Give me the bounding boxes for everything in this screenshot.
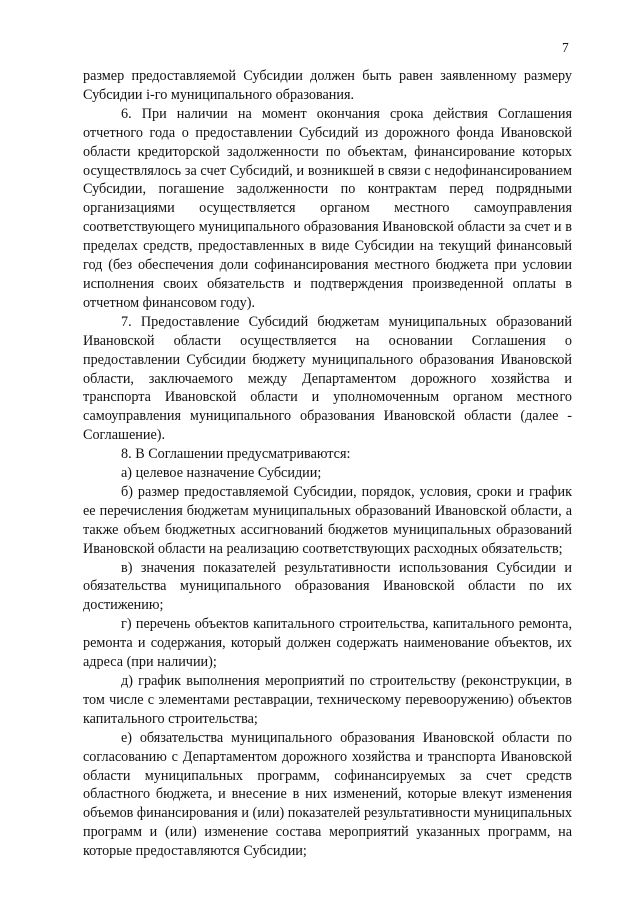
paragraph-item-6: 6. При наличии на момент окончания срока действия Соглашения отчетного года о предоставлении Субсидий из дорожного фонда Ивановской области кредиторской задолженности по объектам, финансирование которых осуществлялось за счет Субсидий, и возникшей в связи с недофинансированием Субсидии, погашение задолженности по контрактам перед подрядными организациями осуществляется органом местного самоуправления соответствующего муниципального образования Ивановской области за счет и в пределах средств, предоставленных в виде Субсидии на текущий финансовый год (без обеспечения доли софинансирования местного бюджета при условии исполнения своих обязательств и подтверждения произведенной оплаты в отчетном финансовом году). (83, 105, 572, 311)
paragraph-continuation: размер предоставляемой Субсидии должен быть равен заявленному размеру Субсидии i-го муниципального образования. (83, 68, 572, 103)
document-body (83, 67, 572, 861)
list-item-v: в) значения показателей результативности использования Субсидии и обязательства муниципального образования Ивановской области по их достижению; (83, 559, 572, 614)
paragraph-item-8: 8. В Соглашении предусматриваются: (121, 446, 351, 463)
paragraph-item-7: 7. Предоставление Субсидий бюджетам муниципальных образований Ивановской области осуществляется на основании Соглашения о предоставлении Субсидии бюджету муниципального образования Ивановской области, заключаемого между Департаментом дорожного хозяйства и транспорта Ивановской области и уполномоченным органом местного самоуправления муниципального образования Ивановской области (далее - Соглашение). (83, 313, 572, 444)
list-item-d: д) график выполнения мероприятий по строительству (реконструкции, в том числе с элементами реставрации, техническому перевооружению) объектов капитального строительства; (83, 673, 572, 727)
page-number: 7 (562, 40, 569, 55)
list-item-g: г) перечень объектов капитального строительства, капитального ремонта, ремонта и содержания, который должен содержать наименование объектов, их адреса (при наличии); (83, 616, 572, 671)
list-item-a: а) целевое назначение Субсидии; (121, 465, 322, 482)
list-item-e: е) обязательства муниципального образования Ивановской области по согласованию с Департаментом дорожного хозяйства и транспорта Ивановской области муниципальных программ, софинансируемых за счет средств областного бюджета, и внесение в них изменений, которые влекут изменения объемов финансирования и (или) показателей результативности муниципальных программ и (или) изменение состава мероприятий указанных программ, на которые предоставляются Субсидии; (83, 729, 572, 860)
list-item-b: б) размер предоставляемой Субсидии, порядок, условия, сроки и график ее перечисления бюджетам муниципальных образований Ивановской области, а также объем бюджетных ассигнований бюджетов муниципальных образований Ивановской области на реализацию соответствующих расходных обязательств; (83, 483, 572, 557)
